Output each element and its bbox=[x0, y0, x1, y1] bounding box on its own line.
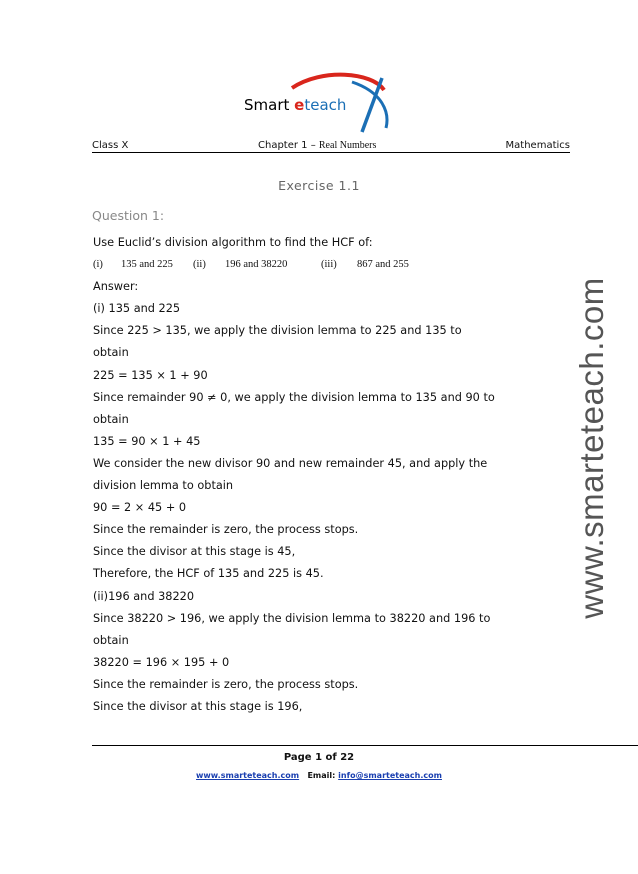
text-line: Since 225 > 135, we apply the division lemma to 225 and 135 to bbox=[93, 324, 462, 338]
text-line: 38220 = 196 × 195 + 0 bbox=[93, 655, 230, 669]
text-line: We consider the new divisor 90 and new remainder 45, and apply the bbox=[93, 456, 488, 470]
text-line: (ii)196 and 38220 bbox=[93, 589, 195, 603]
text-line: Answer: bbox=[93, 280, 139, 294]
text-line: division lemma to obtain bbox=[93, 479, 234, 493]
text-line: Since the divisor at this stage is 196, bbox=[93, 699, 303, 713]
part-label: (iii) bbox=[321, 259, 337, 271]
question-title: Question 1: bbox=[92, 208, 165, 223]
exercise-title: Exercise 1.1 bbox=[278, 178, 360, 193]
text-line: Since the remainder is zero, the process stops. bbox=[93, 677, 359, 691]
text-line: 225 = 135 × 1 + 90 bbox=[93, 368, 208, 382]
text-line: Since 38220 > 196, we apply the division lemma to 38220 and 196 to bbox=[93, 611, 491, 625]
class-label: Class X bbox=[92, 140, 129, 151]
part-text: 196 and 38220 bbox=[225, 259, 288, 271]
email-label: Email: bbox=[307, 771, 336, 780]
text-line: Therefore, the HCF of 135 and 225 is 45. bbox=[93, 567, 324, 581]
page-number: Page 1 of 22 bbox=[283, 752, 355, 763]
logo-text bbox=[244, 96, 346, 114]
part-text: 135 and 225 bbox=[121, 259, 173, 271]
question-parts bbox=[93, 254, 553, 276]
text-line: obtain bbox=[93, 412, 129, 426]
text-line: Since the divisor at this stage is 45, bbox=[93, 545, 296, 559]
footer-links bbox=[0, 771, 638, 780]
logo-e: e bbox=[294, 96, 305, 114]
text-line: Since the remainder is zero, the process stops. bbox=[93, 523, 359, 537]
text-line: (i) 135 and 225 bbox=[93, 302, 181, 316]
text-line: obtain bbox=[93, 633, 129, 647]
footer-divider bbox=[92, 745, 638, 746]
chapter-label bbox=[258, 140, 376, 151]
website-link[interactable]: www.smarteteach.com bbox=[196, 771, 300, 780]
page-header bbox=[92, 136, 570, 158]
chapter-prefix: Chapter 1 – bbox=[258, 140, 319, 151]
text-line: Use Euclid’s division algorithm to find the HCF of: bbox=[93, 236, 373, 249]
part-text: 867 and 255 bbox=[357, 259, 409, 271]
part-label: (i) bbox=[93, 259, 103, 271]
watermark-url: www.smarteteach.com bbox=[573, 277, 610, 619]
chapter-title: Real Numbers bbox=[318, 140, 377, 151]
answer-content bbox=[93, 232, 553, 718]
text-line: obtain bbox=[93, 346, 129, 360]
text-line: Since remainder 90 ≠ 0, we apply the division lemma to 135 and 90 to bbox=[93, 390, 495, 404]
header-divider bbox=[92, 152, 570, 153]
logo-smart: Smart bbox=[244, 96, 295, 114]
text-line: 135 = 90 × 1 + 45 bbox=[93, 434, 201, 448]
text-line: 90 = 2 × 45 + 0 bbox=[93, 501, 187, 515]
subject-label: Mathematics bbox=[505, 140, 570, 151]
smarteteach-logo bbox=[232, 70, 412, 138]
logo-teach: teach bbox=[304, 96, 347, 114]
email-link[interactable]: info@smarteteach.com bbox=[338, 771, 442, 780]
part-label: (ii) bbox=[193, 259, 206, 271]
